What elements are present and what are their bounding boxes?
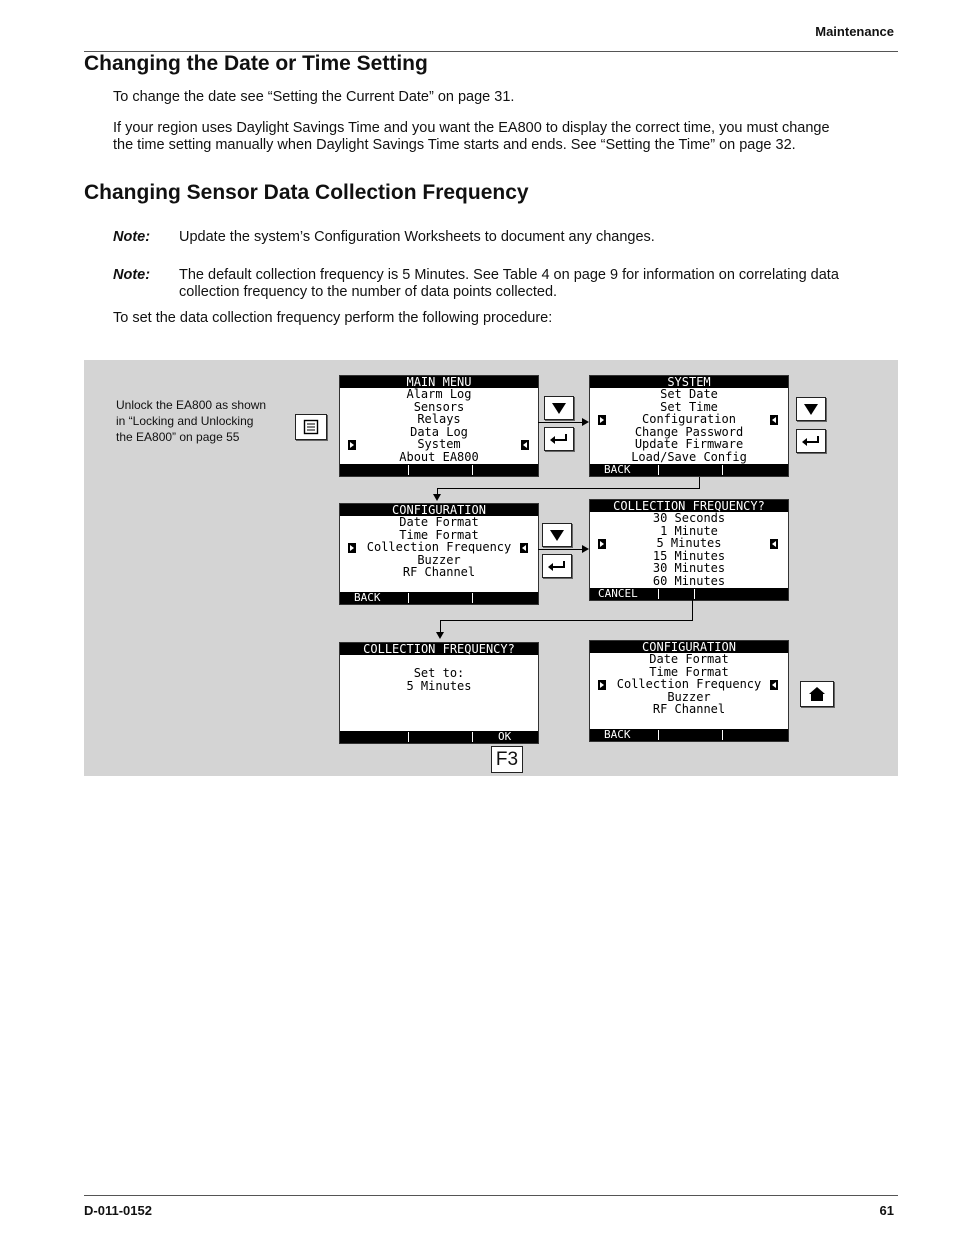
menu-item-date-format: Date Format bbox=[399, 515, 479, 529]
menu-item-buzzer: Buzzer bbox=[667, 689, 711, 704]
option-5-minutes-selected: 5 Minutes bbox=[656, 536, 722, 551]
paragraph-dst-2: the time setting manually when Daylight Savings Time starts and ends. See “Setting the Time” on page 32. bbox=[113, 137, 796, 153]
menu-key[interactable] bbox=[295, 414, 327, 440]
flow-connector bbox=[437, 488, 700, 489]
lcd-softkey-bar bbox=[340, 592, 538, 604]
selection-right-marker bbox=[520, 543, 528, 553]
selection-right-marker bbox=[770, 415, 778, 425]
selection-right-marker bbox=[770, 539, 778, 549]
menu-item-data-log: Data Log bbox=[410, 424, 468, 439]
set-to-label: Set to: bbox=[413, 666, 465, 680]
menu-item-time-format: Time Format bbox=[649, 664, 729, 679]
selection-left-marker bbox=[348, 543, 356, 553]
home-icon bbox=[808, 686, 826, 702]
down-key[interactable] bbox=[796, 397, 826, 421]
flow-arrow-head bbox=[582, 545, 589, 553]
paragraph-date: To change the date see “Setting the Current Date” on page 31. bbox=[113, 89, 515, 105]
softkey-back-label: BACK bbox=[354, 591, 381, 604]
down-key[interactable] bbox=[542, 523, 572, 547]
note-label: Note: bbox=[113, 229, 151, 245]
lcd-softkey-bar bbox=[590, 464, 788, 476]
enter-icon bbox=[547, 559, 567, 573]
option-1-minute: 1 Minute bbox=[660, 523, 718, 538]
running-header: Maintenance bbox=[815, 24, 894, 39]
flow-connector bbox=[692, 600, 693, 620]
menu-item-configuration-selected: Configuration bbox=[642, 412, 736, 427]
unlock-instruction: Unlock the EA800 as shown in “Locking and Unlocking the EA800” on page 55 bbox=[116, 398, 267, 444]
menu-item-collection-frequency-selected: Collection Frequency bbox=[616, 677, 762, 692]
lcd-title: SYSTEM bbox=[590, 376, 788, 388]
footer-rule bbox=[84, 1195, 898, 1196]
home-key[interactable] bbox=[800, 681, 834, 707]
lcd-title: COLLECTION FREQUENCY? bbox=[340, 643, 538, 655]
selection-left-marker bbox=[598, 680, 606, 690]
lcd-softkey-bar bbox=[340, 464, 538, 476]
flow-arrow-head bbox=[436, 632, 444, 639]
procedure-intro: To set the data collection frequency perform the following procedure: bbox=[113, 310, 553, 326]
menu-item-collection-frequency-selected: Collection Frequency bbox=[366, 540, 512, 555]
menu-item-change-password: Change Password bbox=[634, 424, 744, 439]
lcd-title: COLLECTION FREQUENCY? bbox=[590, 500, 788, 512]
flow-arrow-line bbox=[538, 549, 582, 550]
down-arrow-icon bbox=[549, 528, 565, 542]
enter-icon bbox=[549, 432, 569, 446]
softkey-ok-label: OK bbox=[498, 730, 512, 743]
enter-key[interactable] bbox=[544, 427, 574, 451]
selection-right-marker bbox=[521, 440, 529, 450]
lcd-title: CONFIGURATION bbox=[340, 504, 538, 516]
menu-item-about: About EA800 bbox=[399, 449, 479, 464]
lcd-collection-frequency-list bbox=[589, 499, 789, 601]
lcd-softkey-bar bbox=[340, 731, 538, 743]
menu-item-relays: Relays bbox=[417, 412, 461, 427]
menu-icon bbox=[303, 419, 319, 435]
menu-item-date-format: Date Format bbox=[649, 652, 729, 666]
flow-connector bbox=[440, 620, 441, 632]
lcd-system bbox=[589, 375, 789, 477]
flow-arrow-head bbox=[582, 418, 589, 426]
down-arrow-icon bbox=[551, 401, 567, 415]
note-label: Note: bbox=[113, 267, 151, 283]
softkey-back-label: BACK bbox=[604, 463, 631, 476]
menu-item-time-format: Time Format bbox=[399, 527, 479, 542]
menu-item-load-save-config: Load/Save Config bbox=[631, 449, 747, 464]
option-30-minutes: 30 Minutes bbox=[652, 561, 726, 576]
menu-item-rf-channel: RF Channel bbox=[402, 565, 476, 580]
selection-left-marker bbox=[598, 415, 606, 425]
option-30-seconds: 30 Seconds bbox=[652, 511, 726, 525]
section-title-date-time: Changing the Date or Time Setting bbox=[84, 52, 428, 75]
menu-item-sensors: Sensors bbox=[413, 399, 465, 414]
menu-item-system-selected: System bbox=[417, 437, 461, 452]
doc-number: D-011-0152 bbox=[84, 1203, 152, 1218]
section-title-frequency: Changing Sensor Data Collection Frequency bbox=[84, 181, 529, 204]
flow-arrow-head bbox=[433, 494, 441, 501]
selection-right-marker bbox=[770, 680, 778, 690]
enter-key[interactable] bbox=[542, 554, 572, 578]
option-60-minutes: 60 Minutes bbox=[652, 573, 726, 588]
lcd-collection-frequency-set bbox=[339, 642, 539, 744]
menu-item-set-date: Set Date bbox=[660, 387, 718, 401]
lcd-softkey-bar bbox=[590, 588, 788, 600]
menu-item-rf-channel: RF Channel bbox=[652, 702, 726, 717]
f3-key[interactable]: F3 bbox=[491, 746, 523, 773]
note-2-text-1: The default collection frequency is 5 Minutes. See Table 4 on page 9 for information on correlating data bbox=[179, 267, 839, 283]
page-number: 61 bbox=[879, 1203, 894, 1218]
menu-item-set-time: Set Time bbox=[660, 399, 718, 414]
note-1-text: Update the system’s Configuration Worksheets to document any changes. bbox=[179, 229, 655, 245]
flow-arrow-line bbox=[538, 422, 582, 423]
softkey-back-label: BACK bbox=[604, 728, 631, 741]
enter-key[interactable] bbox=[796, 429, 826, 453]
menu-item-alarm-log: Alarm Log bbox=[406, 387, 472, 401]
paragraph-dst-1: If your region uses Daylight Savings Time and you want the EA800 to display the correct time, you must change bbox=[113, 120, 830, 136]
lcd-configuration-after bbox=[589, 640, 789, 742]
selection-left-marker bbox=[598, 539, 606, 549]
option-15-minutes: 15 Minutes bbox=[652, 548, 726, 563]
lcd-softkey-bar bbox=[590, 729, 788, 741]
lcd-title: CONFIGURATION bbox=[590, 641, 788, 653]
flow-connector bbox=[440, 620, 693, 621]
lcd-configuration bbox=[339, 503, 539, 605]
menu-item-update-firmware: Update Firmware bbox=[634, 437, 744, 452]
set-value: 5 Minutes bbox=[406, 678, 472, 693]
softkey-cancel-label: CANCEL bbox=[598, 587, 638, 600]
menu-item-buzzer: Buzzer bbox=[417, 552, 461, 567]
lcd-main-menu bbox=[339, 375, 539, 477]
down-key[interactable] bbox=[544, 396, 574, 420]
down-arrow-icon bbox=[803, 402, 819, 416]
selection-left-marker bbox=[348, 440, 356, 450]
enter-icon bbox=[801, 434, 821, 448]
note-2-text-2: collection frequency to the number of data points collected. bbox=[179, 284, 558, 300]
lcd-title: MAIN MENU bbox=[340, 376, 538, 388]
